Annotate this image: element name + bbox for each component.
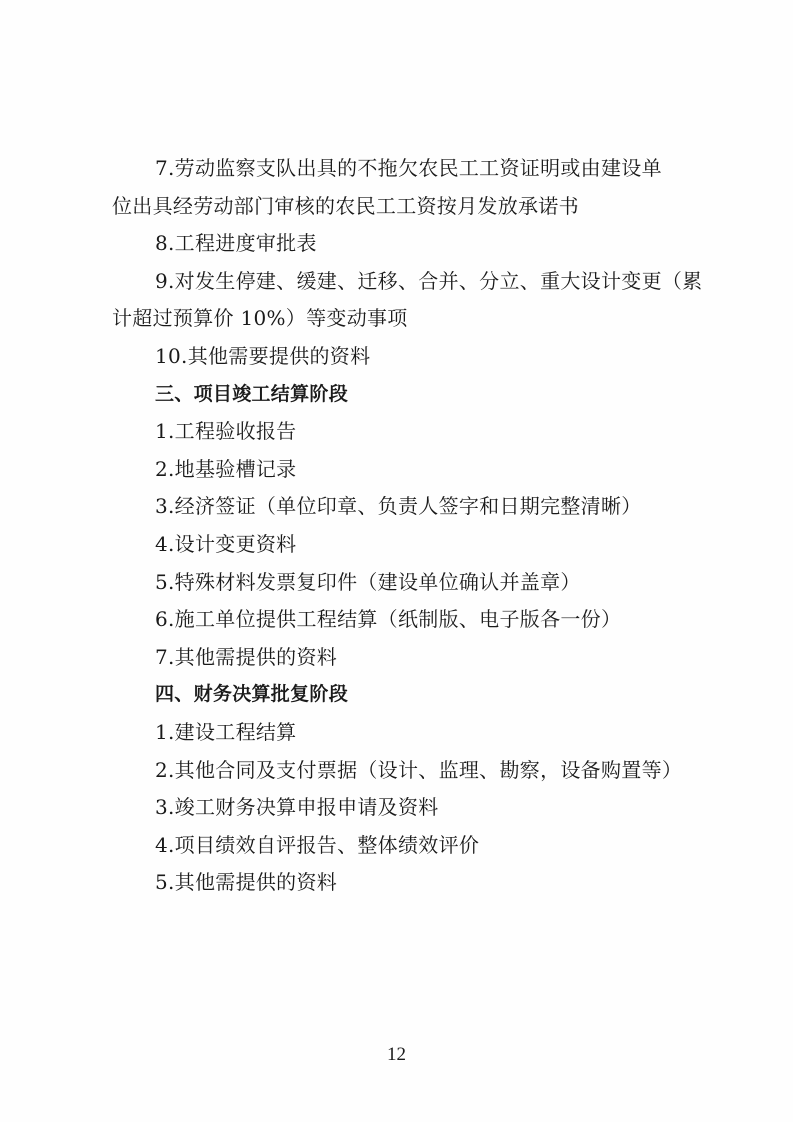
list-item: 7.其他需提供的资料 (155, 644, 338, 669)
list-item: 4.项目绩效自评报告、整体绩效评价 (155, 832, 480, 857)
list-item: 5.其他需提供的资料 (155, 870, 338, 895)
list-item: 7.劳动监察支队出具的不拖欠农民工工资证明或由建设单 (155, 156, 662, 180)
list-item: 3.竣工财务决算申报申请及资料 (155, 795, 439, 820)
list-item: 1.建设工程结算 (155, 719, 297, 744)
list-item: 5.特殊材料发票复印件（建设单位确认并盖章） (155, 569, 581, 594)
list-item: 9.对发生停建、缓建、迁移、合并、分立、重大设计变更（累 (155, 268, 703, 293)
list-item: 2.其他合同及支付票据（设计、监理、勘察，设备购置等） (155, 757, 683, 782)
section-heading: 三、项目竣工结算阶段 (155, 382, 349, 405)
list-item: 8.工程进度审批表 (155, 231, 317, 256)
list-item: 10.其他需要提供的资料 (155, 343, 371, 368)
list-item: 2.地基验槽记录 (155, 456, 297, 481)
list-item-continuation: 计超过预算价 10%）等变动事项 (112, 306, 408, 331)
list-item: 6.施工单位提供工程结算（纸制版、电子版各一份） (155, 607, 622, 632)
page-number: 12 (387, 1044, 406, 1065)
list-item-continuation: 位出具经劳动部门审核的农民工工资按月发放承诺书 (112, 193, 579, 218)
list-item: 1.工程验收报告 (155, 419, 297, 444)
document-body (112, 150, 712, 902)
section-heading: 四、财务决算批复阶段 (155, 683, 349, 706)
list-item: 4.设计变更资料 (155, 531, 297, 556)
list-item: 3.经济签证（单位印章、负责人签字和日期完整清晰） (155, 494, 642, 519)
